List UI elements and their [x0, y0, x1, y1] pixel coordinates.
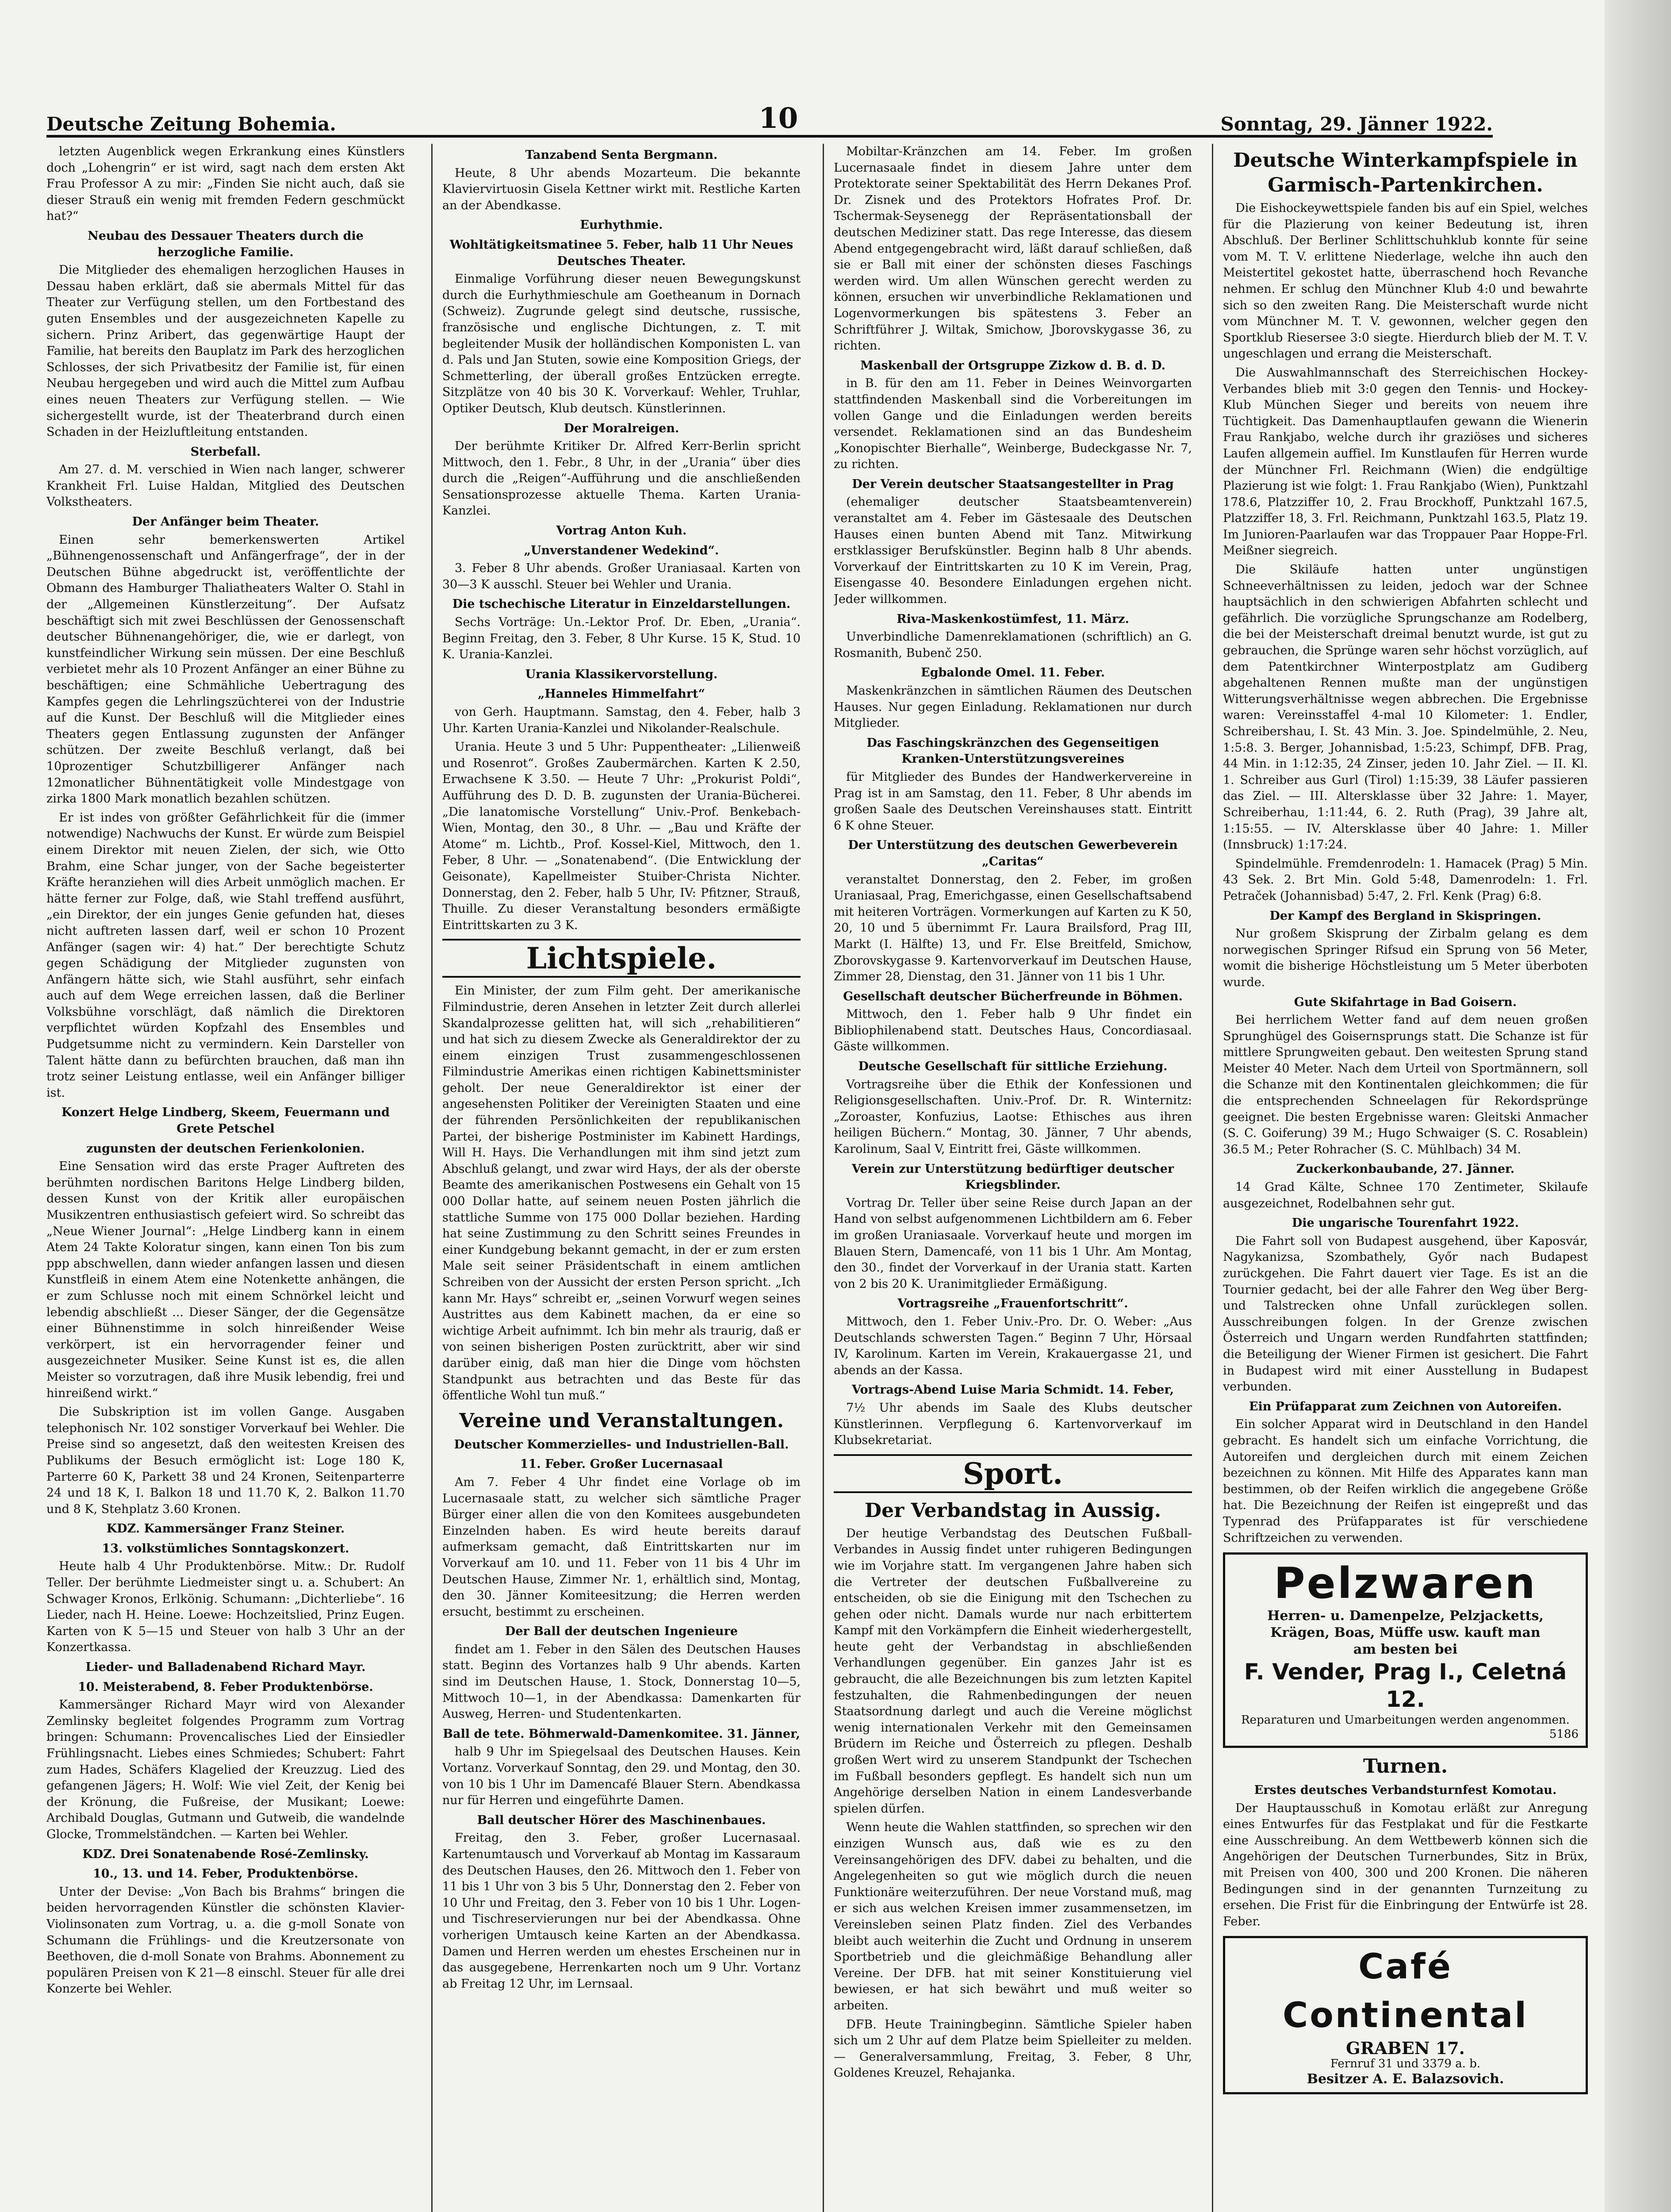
- article-headline: Konzert Helge Lindberg, Skeem, Feuermann und Grete Petschel: [61, 1106, 390, 1136]
- article-headline: Lieder- und Balladenabend Richard Mayr.: [85, 1660, 366, 1674]
- article-headline: Eurhythmie.: [580, 218, 663, 232]
- article-text: halb 9 Uhr im Spiegelsaal des Deutschen Hauses. Kein Vortanz. Vorverkauf Sonntag, den 29. und Montag, den 30. von 10 bis 1 Uhr im Damencafé Blauer Stern. Abendkassa nur für Herren und eingeführte Damen.: [442, 1745, 801, 1808]
- article-headline: Verein zur Unterstützung bedürftiger deutscher Kriegsblinder.: [851, 1162, 1174, 1192]
- advertisement-cafe-continental: [1223, 1936, 1588, 2094]
- article-headline: Egbalonde Omel. 11. Feber.: [921, 666, 1105, 680]
- article-headline: Gesellschaft deutscher Bücherfreunde in Böhmen.: [843, 989, 1183, 1003]
- ad-line: Reparaturen und Umarbeitungen werden angenommen.: [1241, 1713, 1570, 1727]
- column-divider: [1212, 144, 1213, 2212]
- article-text: Vortragsreihe über die Ethik der Konfessionen und Religionsgesellschaften. Univ.-Prof. Dr. R. Winternitz: „Zoroaster, Konfuzius, Laotse: Ethisches aus ihren heiligen Büchern.“ Montag, 30. Jänner, 7 Uhr abends, Karolinum, Saal V, Eintritt frei, Gäste willkommen.: [834, 1077, 1192, 1156]
- article-subheadline: 10., 13. und 14. Feber, Produktenbörse.: [93, 1867, 358, 1881]
- column-divider: [431, 144, 433, 2212]
- article-text: Bei herrlichem Wetter fand auf dem neuen großen Sprunghügel des Goisernsprungs statt. Die Schanze ist für mittlere Sprungweiten gebaut. Den weitesten Sprung stand Meister 40 Meter. Nach dem Urteil von Sportmännern, soll die Schanze mit den Kontinentalen gleichkommen; die für die entsprechenden Schneelagen für Rekordsprünge geeignet. Die besten Ergebnisse waren: Gleitski Anmacher (S. C. Goiferung) 39 M.; Hugo Schwaiger (S. C. Rosablein) 36.5 M.; Peter Rohracher (S. C. Mühlbach) 34 M.: [1223, 1013, 1588, 1156]
- article-text: Spindelmühle. Fremdenrodeln: 1. Hamacek (Prag) 5 Min. 43 Sek. 2. Brt Min. Gold 5:48, Damenrodeln: 1. Frl. Petraček (Johannisbad) 5:47, 2. Frl. Kenk (Prag) 6:8.: [1223, 856, 1588, 903]
- article-text: Der heutige Verbandstag des Deutschen Fußball-Verbandes in Aussig findet unter ruhigeren Bedingungen wie im Vorjahre statt. Im vergangenen Jahre haben sich die Vertreter der deutschen Fußballvereine zu entscheiden, ob sie die Einigung mit den Tschechen zu gehen oder nicht. Damals wurde nur nach erbittertem Kampf mit den Vorkämpfern die Einheit wiederhergestellt, heute geht der Verbandstag in abschließenden Verhandlungen gegenüber. Ein ganzes Jahr ist es gebraucht, die alle Bezeichnungen bis zum letzten Kapitel festzuhalten, die Rahmenbedingungen der neuen Staatsordnung darlegt und auch die Vereine möglichst wenig internationalen Verkehr mit den Gemeinsamen Brüdern im Reiche und Österreich zu pflegen. Deshalb großen Wert wird zu unserem Standpunkt der Tschechen im Fußball besonders gepflegt. Es handelt sich nun um Angehörige derselben Nation in einem Landesverbande spielen dürfen.: [834, 1526, 1192, 1816]
- column-2: [442, 144, 801, 2212]
- article-text: Heute, 8 Uhr abends Mozarteum. Die bekannte Klaviervirtuosin Gisela Kettner wirkt mit. Restliche Karten an der Abendkasse.: [442, 166, 801, 212]
- article-subheadline: Wohltätigkeitsmatinee 5. Feber, halb 11 Uhr Neues Deutsches Theater.: [449, 238, 793, 268]
- article-text: in B. für den am 11. Feber in Deines Weinvorgarten stattfindenden Maskenball sind die Vorbereitungen im vollen Gange und die Einladungen werden bereits versendet. Reklamationen sind an das Bundesheim „Konopischter Bierhalle“, Weinberge, Budeckgasse Nr. 7, zu richten.: [834, 376, 1192, 472]
- ad-brand: Pelzwaren: [1274, 1559, 1537, 1609]
- advertisement-pelzwaren: [1223, 1552, 1588, 1748]
- article-text: Einmalige Vorführung dieser neuen Bewegungskunst durch die Eurhythmieschule am Goetheanum in Dornach (Schweiz). Zugrunde gelegt sind deutsche, russische, französische und englische Dichtungen, z. T. mit begleitender Musik der holländischen Komponisten L. van d. Pals und Jan Stuten, sowie eine Komposition Griegs, der Schmetterling, der überall großes Entzücken erregte. Sitzplätze von 40 bis 30 K. Vorverkauf: Wehler, Truhlar, Optiker Deutsch, Klub deutsch. Künstlerinnen.: [442, 272, 801, 415]
- page-number: 10: [759, 102, 798, 135]
- article-text: Eine Sensation wird das erste Prager Auftreten des berühmten nordischen Baritons Helge Lindberg bilden, dessen Kunst von der Kritik aller europäischen Musikzentren enthusiastisch gefeiert wird. So schreibt das „Neue Wiener Journal“: „Helge Lindberg kann in einem Atem 24 Takte Koloratur singen, kann einen Ton bis zum ppp abschwellen, dann wieder anfangen lassen und diesen Kunstfleiß in einem Atem eine Notenkette anhängen, die er zum Schlusse noch mit einem Schnörkel leicht und lebendig abschließt ... Dieser Sänger, der die Gegensätze einer Bühnenstimme in solch hinreißender Weise verkörpert, ist ein hervorragender feiner und ausgezeichneter Musiker. Seine Kunst ist es, die allen Meister so vorzutragen, daß ihre Musik lebendig, frei und hinreißend wirkt.“: [46, 1160, 405, 1400]
- article-text: Ein Minister, der zum Film geht. Der amerikanische Filmindustrie, deren Ansehen in letzter Zeit durch allerlei Skandalprozesse gelitten hat, will sich „rehabilitieren“ und hat sich zu diesem Zwecke als Generaldirektor der zu einem einzigen Trust zusammengeschlossenen Filmindustrie Amerikas einen richtigen Kabinettsminister geholt. Der neue Generaldirektor ist einer der angesehensten Politiker der Vereinigten Staaten und eine der führenden Persönlichkeiten der republikanischen Partei, der bisherige Postminister im Kabinett Hardings, Will H. Hays. Die Verhandlungen mit ihm sind jetzt zum Abschluß gelangt, und zwar wird Hays, der als der oberste Beamte des amerikanischen Postwesens ein Gehalt von 15 000 Dollar hatte, auf seinem neuen Posten jährlich die stattliche Summe von 175 000 Dollar beziehen. Harding hat seine Zustimmung zu den Schritt seines Freundes in einer Kundgebung bekannt gemacht, in der er zum ersten Male seit seiner Präsidentschaft in einem amtlichen Schreiben von der Aussicht der ersten Person spricht. „Ich kann Mr. Hays“ schreibt er, „seinen Vorwurf wegen seines Austrittes aus dem Kabinett machen, da er eine so wichtige Arbeit aufnimmt. Ich bin mehr als traurig, daß er von seinen bisherigen Posten zurücktritt, aber wir sind darüber einig, daß man hier die Dinge vom höchsten Standpunkt aus betrachten und das Beste für das öffentliche Wohl tun muß.“: [442, 984, 801, 1403]
- article-text: Nur großem Skisprung der Zirbalm gelang es dem norwegischen Springer Rifsud ein Sprung von 56 Meter, womit die bisherige Höchstleistung um 5 Meter überboten wurde.: [1223, 927, 1588, 989]
- article-text: 7½ Uhr abends im Saale des Klubs deutscher Künstlerinnen. Verpflegung 6. Kartenvorverkauf im Klubsekretariat.: [834, 1401, 1192, 1448]
- section-title: Sport.: [834, 1454, 1192, 1493]
- article-headline: Riva-Maskenkostümfest, 11. März.: [897, 612, 1129, 626]
- issue-date: Sonntag, 29. Jänner 1922.: [1220, 113, 1493, 135]
- article-headline: Gute Skifahrtage in Bad Goisern.: [1294, 995, 1517, 1009]
- header-rule: [46, 135, 1493, 138]
- article-text: Die Eishockeywettspiele fanden bis auf ein Spiel, welches für die Plazierung von keiner Bedeutung ist, ihren Abschluß. Der Berliner Schlittschuhklub konnte für seine vom M. T. V. erlittene Niederlage, welche ihn auch den Meistertitel gekostet hatte, überraschend hoch Revanche nehmen. Er schlug den Münchner Klub 4:0 und bewahrte sich so den zweiten Rang. Die Meisterschaft wurde nicht vom Münchner M. T. V. gewonnen, welcher gegen den Sportklub Riesersee 3:0 siegte. Hierdurch blieb der M. T. V. ungeschlagen und errang die Meisterschaft.: [1223, 201, 1588, 361]
- article-text: Die Subskription ist im vollen Gange. Ausgaben telephonisch Nr. 102 sonstiger Vorverkauf bei Wehler. Die Preise sind so angesetzt, daß den weitesten Kreisen des Publikums der Besuch ermöglicht ist: Loge 180 K, Parterre 60 K, Parkett 38 und 24 Kronen, Seitenparterre 24 und 18 K, I. Balkon 18 und 11.70 K, 2. Balkon 11.70 und 8 K, Stehplatz 3.60 Kronen.: [46, 1405, 405, 1516]
- article-subheadline: zugunsten der deutschen Ferienkolonien.: [86, 1141, 365, 1156]
- article-headline: Vortragsreihe „Frauenfortschritt“.: [897, 1297, 1128, 1311]
- newspaper-name: Deutsche Zeitung Bohemia.: [46, 113, 336, 135]
- article-headline: Vortrag Anton Kuh.: [556, 524, 687, 538]
- article-headline: Die ungarische Tourenfahrt 1922.: [1292, 1216, 1519, 1230]
- article-text: Einen sehr bemerkenswerten Artikel „Bühnengenossenschaft und Anfängerfrage“, der in der Deutschen Bühne abgedruckt ist, veröffentlichte der Obmann des Hamburger Thaliatheaters Walter O. Stahl in der „Allgemeinen Künstlerzeitung“. Der Aufsatz beschäftigt sich mit zwei Beschlüssen der Genossenschaft deutscher Bühnenangehöriger, die, wie er darlegt, von kunstfeindlicher Wirkung sein müssen. Der eine Beschluß verbietet mehr als 10 Prozent Anfänger an einer Bühne zu beschäftigen; eine Schmähliche Uebertragung des Kampfes gegen die Lehrlingszüchterei von der Industrie auf die Kunst. Der Beschluß will die Mitglieder eines Theaters gegen Entlassung zugunsten der Anfänger schützen. Der zweite Beschluß verlangt, daß bei 10prozentiger Schutzbilligerer Anfänger nach 12monatlicher Bühnentätigkeit volle Mindestgage von zirka 1800 Mark monatlich bezahlen schützen.: [46, 533, 405, 806]
- article-text: Vortrag Dr. Teller über seine Reise durch Japan an der Hand von selbst aufgenommenen Lichtbildern am 6. Feber im großen Uraniasaale. Vorverkauf heute und morgen im Blauen Stern, Damencafé, von 11 bis 1 Uhr. Am Montag, den 30., findet der Vorverkauf in der Urania statt. Karten von 2 bis 20 K. Uranimitglieder Ermäßigung.: [834, 1196, 1192, 1291]
- section-title: Turnen.: [1363, 1755, 1448, 1778]
- ad-line: Krägen, Boas, Müffe usw. kauft man: [1270, 1625, 1541, 1641]
- article-headline: Der Unterstützung des deutschen Gewerbeverein „Caritas“: [848, 838, 1178, 868]
- article-text: Freitag, den 3. Feber, großer Lucernasaal. Kartenumtausch und Vorverkauf ab Montag im Kassaraum des Deutschen Hauses, den 26. Mittwoch den 1. Feber von 11 bis 1 Uhr von 3 bis 5 Uhr, Donnerstag den 2. Feber von 10 Uhr und Freitag, den 3. Feber von 10 bis 1 Uhr. Logen- und Tischreservierungen nur bei der Abendkassa. Ohne vorherigen Umtausch keine Karten an der Abendkassa. Damen und Herren werden um ehestes Erscheinen nur in das ausgegebene, Herrenkarten noch um 9 Uhr. Vortanz ab Freitag 12 Uhr, im Lernsaal.: [442, 1831, 801, 1991]
- article-text: Mobiltar-Kränzchen am 14. Feber. Im großen Lucernasaale findet in diesem Jahre unter dem Protektorate seiner Spektabilität des Herrn Dekanes Prof. Dr. Zisnek und des Protektors Hofrates Prof. Dr. Tschermak-Seysenegg der Repräsentationsball der deutschen Mediziner statt. Das rege Interesse, das diesem Abend entgegengebracht wird, läßt darauf schließen, daß sie er Ball mit einer der schönsten dieses Faschings werden wird. Um allen Wünschen gerecht werden zu können, ersuchen wir unverbindliche Reklamationen und Logenvormerkungen bis spätestens 3. Feber an Schriftführer J. Wiltak, Smichow, Jborovskygasse 36, zu richten.: [834, 145, 1192, 353]
- page-header: [46, 104, 1493, 135]
- article-text: letzten Augenblick wegen Erkrankung eines Künstlers doch „Lohengrin“ er ist wird, sagt nach dem ersten Akt Frau Professor A zu mir: „Finden Sie nicht auch, daß sie dieser Strauß ein wenig mit fremden Federn geschmückt hat?“: [46, 145, 405, 223]
- article-text: 3. Feber 8 Uhr abends. Großer Uraniasaal. Karten von 30—3 K ausschl. Steuer bei Wehler und Urania.: [442, 561, 801, 591]
- section-title: Deutsche Winterkampfspiele in Garmisch-Partenkirchen.: [1233, 149, 1578, 196]
- article-text: Die Skiläufe hatten unter ungünstigen Schneeverhältnissen zu leiden, jedoch war der Schnee hauptsächlich in den schwierigen Abfahrten schlecht und gefährlich. Die vorzügliche Sprungschanze am Rodelberg, die bei der Meisterschaft dreimal benutzt wurde, ist gut zu gebrauchen, die Sprünge waren sehr höchst vorzüglich, auf dem Patentkirchner Winterpostplatz am Gudiberg abgehaltenen Rennen mußte man der ungünstigen Witterungsverhältnisse wegen abbrechen. Die Ergebnisse waren: Vereinsstaffel 4-mal 10 Kilometer: 1. Endler, Schreibershau, I. St. 43 Min. 3. Joe. Spindelmühle, 2. Neu, 1:5:8. 3. Berger, Johannisbad, 1:5:23, Schimpf, DFB. Prag, 44 Min. in 1:12:35, 24 Zinser, jeden 10. Jahr Ziel. — II. Kl. 1. Schreiber aus Gurl (Tirol) 1:15:39, 38 Läufer passieren das Ziel. — III. Altersklasse über 32 Jahre: 1. Mayer, Schreiberhau, 1:11:44, 6. 2. Ruth (Prag), 39 Jahre alt, 1:15:55. — IV. Altersklasse über 40 Jahre: 1. Miller (Innsbruck) 1:17:24.: [1223, 563, 1588, 852]
- article-text: Er ist indes von größter Gefährlichkeit für die (immer notwendige) Nachwuchs der Kunst. Er würde zum Beispiel einem Direktor mit neuen Zielen, der sich, wie Otto Brahm, eine Schar junger, von der Sache begeisterter Kräfte heranziehen will dies Arbeit unmöglich machen. Er hätte ferner zur Folge, daß, wie Stahl treffend ausführt, „ein Direktor, der ein junges Genie gefunden hat, dieses nicht auftreten lassen darf, weil er schon 10 Prozent Anfänger (sagen wir: 4) hat.“ Der berechtigte Schutz gegen Schädigung der Mitglieder zugunsten von Anfängern hätte sich, wie Stahl ausführt, sehr einfach auch auf dem Wege erreichen lassen, daß die Berliner Volksbühne vorschlägt, daß nämlich die Direktoren verpflichtet würden Kopfzahl des Ensembles und Pudgetsumme nicht zu vermindern. Kein Darsteller von Talent hätte dann zu befürchten brauchen, daß man ihn trotz seiner Leistung entlasse, weil ein Anfänger billiger ist.: [46, 810, 405, 1100]
- article-headline: Der Verein deutscher Staatsangestellter in Prag: [852, 477, 1174, 491]
- article-headline: KDZ. Kammersänger Franz Steiner.: [106, 1522, 345, 1536]
- article-text: DFB. Heute Trainingbeginn. Sämtliche Spieler haben sich um 2 Uhr auf dem Platze beim Spielleiter zu melden. — Generalversammlung, Freitag, 3. Feber, 8 Uhr, Goldenes Kreuzel, Rehajanka.: [834, 2017, 1192, 2080]
- article-text: Mittwoch, den 1. Feber halb 9 Uhr findet ein Bibliophilenabend statt. Deutsches Haus, Concordiasaal. Gäste willkommen.: [834, 1007, 1192, 1054]
- article-text: findet am 1. Feber in den Sälen des Deutschen Hauses statt. Beginn des Vortanzes halb 9 Uhr abends. Karten sind im Deutschen Hause, 1. Stock, Donnerstag 10—5, Mittwoch 10—1, in der Abendkassa: Damenkarten für Ausweg, Herren- und Studentenkarten.: [442, 1642, 801, 1721]
- ad-address: F. Vender, Prag I., Celetná 12.: [1244, 1659, 1567, 1713]
- article-text: von Gerh. Hauptmann. Samstag, den 4. Feber, halb 3 Uhr. Karten Urania-Kanzlei und Nikolander-Realschule.: [442, 705, 801, 735]
- article-headline: KDZ. Drei Sonatenabende Rosé-Zemlinsky.: [82, 1847, 369, 1861]
- ad-line: GRABEN 17.: [1346, 2038, 1465, 2058]
- article-headline: Ball deutscher Hörer des Maschinenbaues.: [477, 1813, 766, 1827]
- article-text: Maskenkränzchen in sämtlichen Räumen des Deutschen Hauses. Nur gegen Einladung. Reklamationen nur durch Mitglieder.: [834, 684, 1192, 730]
- article-headline: Maskenball der Ortsgruppe Zizkow d. B. d. D.: [860, 358, 1166, 373]
- article-text: für Mitglieder des Bundes der Handwerkervereine in Prag ist in am Samstag, den 11. Feber, 8 Uhr abends im großen Saale des Deutschen Vereinshauses statt. Eintritt 6 K ohne Steuer.: [834, 770, 1192, 833]
- section-title: Lichtspiele.: [442, 939, 801, 978]
- ad-line: Besitzer A. E. Balazsovich.: [1307, 2071, 1504, 2087]
- article-text: Kammersänger Richard Mayr wird von Alexander Zemlinsky begleitet folgendes Programm zum Vortrag bringen: Schumann: Provencalisches Lied der Einsiedler Frühlingsnacht. Liebes eines Schmiedes; Schubert: Fahrt zum Hades, Schäfers Klagelied der Kreuzzug. Lied des gefangenen Jägers; H. Wolf: Wie viel Zeit, der Kenig bei der Krönung, die Fußreise, der Musikant; Loewe: Archibald Douglas, Gutmann und Gutweib, die wandelnde Glocke, Trommelständchen. — Karten bei Wehler.: [46, 1698, 405, 1841]
- article-text: 14 Grad Kälte, Schnee 170 Zentimeter, Skilaufe ausgezeichnet, Rodelbahnen sehr gut.: [1223, 1180, 1588, 1210]
- article-text: Unverbindliche Damenreklamationen (schriftlich) an G. Rosmanith, Bubenč 250.: [834, 630, 1192, 660]
- article-headline: Sterbefall.: [190, 445, 261, 459]
- column-divider: [823, 144, 824, 2212]
- article-text: Ein solcher Apparat wird in Deutschland in den Handel gebracht. Es handelt sich um einfache Vorrichtung, die Autoreifen und dergleichen durch mit einem Zeichen bezeichnen zu können. Mit Hilfe des Apparates kann man bestimmen, ob der Reifen wirklich die angegebene Größe hat. Die Bezeichnung der Reifen ist eingepreßt und das Typenrad des Prüfapparates ist für verschiedene Schriftzeichen zu verwenden.: [1223, 1417, 1588, 1545]
- article-subheadline: 13. volkstümliches Sonntagskonzert.: [102, 1541, 349, 1555]
- article-headline: Die tschechische Literatur in Einzeldarstellungen.: [452, 597, 791, 611]
- ad-line: am besten bei: [1353, 1642, 1458, 1658]
- article-text: Die Auswahlmannschaft des Sterreichischen Hockey-Verbandes blieb mit 3:0 gegen den Tennis- und Hockey-Klub München Sieger und bereits von neuem ihre Tüchtigkeit. Das Damenhauptlaufen gewann die Wienerin Frau Rankjabo, welche durch ihr graziöses und sicheres Laufen allgemein auffiel. Im Kunstlaufen für Herren wurde der Münchner Frl. Reichmann (Wien) die endgültige Plazierung ist wie folgt: 1. Frau Rankjabo (Wien), Punktzahl 178.6, Platzziffer 10, 2. Frau Brockhoff, Punktzahl 167.5, Platzziffer 18, 3. Frl. Reichmann, Punktzahl 163.5, Platz 19. Im Junioren-Paarlaufen war das Troppauer Paar Hoppe-Frl. Meißner siegreich.: [1223, 365, 1588, 558]
- article-headline: Zuckerkonbaubande, 27. Jänner.: [1296, 1162, 1515, 1176]
- article-text: veranstaltet Donnerstag, den 2. Feber, im großen Uraniasaal, Prag, Emerichgasse, einen Gesellschaftsabend mit heiteren Vorträgen. Vormerkungen auf Karten zu K 50, 20, 10 und 5 übernimmt Fr. Laura Brailsford, Prag III, Markt (I. Hälfte) 13, und Fr. Else Breitfeld, Smichow, Zborovskygasse 9. Kartenvorverkauf im Deutschen Hause, Zimmer 28, Dienstag, den 31. Jänner von 11 bis 1 Uhr.: [834, 872, 1192, 984]
- article-headline: Deutsche Gesellschaft für sittliche Erziehung.: [858, 1060, 1168, 1074]
- article-headline: Ball de tete. Böhmerwald-Damenkomitee. 31. Jänner,: [443, 1727, 800, 1741]
- ad-line: Herren- u. Damenpelze, Pelzjacketts,: [1267, 1608, 1544, 1624]
- article-text: Mittwoch, den 1. Feber Univ.-Pro. Dr. O. Weber: „Aus Deutschlands schwersten Tagen.“ Beginn 7 Uhr, Hörsaal IV, Karolinum. Karten im Verein, Krakauergasse 21, und abends an der Kassa.: [834, 1314, 1192, 1377]
- article-headline: Ein Prüfapparat zum Zeichnen von Autoreifen.: [1249, 1399, 1562, 1413]
- article-text: Die Mitglieder des ehemaligen herzoglichen Hauses in Dessau haben erklärt, daß sie abermals Mittel für das Theater zur Verfügung stellen, um den Fortbestand des guten Ensembles und der ausgezeichneten Kapelle zu sichern. Prinz Aribert, das gegenwärtige Haupt der Familie, hat bereits den Bauplatz im Park des herzoglichen Schlosses, der sich Privatbesitz der Familie ist, für einen Neubau hergegeben und wird auch die Mittel zum Aufbau eines neuen Theaters zur Verfügung stellen. — Wie sichergestellt wurde, ist der Theaterbrand durch einen Schaden in der Heizluftleitung entstanden.: [46, 263, 405, 439]
- article-text: Heute halb 4 Uhr Produktenbörse. Mitw.: Dr. Rudolf Teller. Der berühmte Liedmeister singt u. a. Schubert: An Schwager Kronos, Erlkönig. Schumann: „Dichterliebe“. 16 Lieder, nach H. Heine. Loewe: Hochzeitslied, Prinz Eugen. Karten von K 5—15 und Steuer von halb 3 Uhr an der Konzertkassa.: [46, 1559, 405, 1655]
- article-subheadline: 11. Feber. Großer Lucernasaal: [520, 1457, 723, 1471]
- ad-code: 5186: [1549, 1728, 1579, 1741]
- article-headline: Der Verbandstag in Aussig.: [864, 1499, 1161, 1522]
- article-headline: Vortrags-Abend Luise Maria Schmidt. 14. Feber,: [851, 1383, 1174, 1397]
- article-text: Unter der Devise: „Von Bach bis Brahms“ bringen die beiden hervorragenden Künstler die schönsten Klavier-Violinsonaten zum Vortrag, u. a. die g-moll Sonate von Schumann die Frühlings- und die Kreutzersonate von Beethoven, die d-moll Sonate von Brahms. Abonnement zu populären Preisen von K 21—8 einschl. Steuer für alle drei Konzerte bei Wehler.: [46, 1885, 405, 1996]
- article-subheadline: 10. Meisterabend, 8. Feber Produktenbörse.: [78, 1680, 373, 1694]
- article-text: Die Fahrt soll von Budapest ausgehend, über Kaposvár, Nagykanizsa, Szombathely, Győr nach Budapest zurückgehen. Die Fahrt dauert vier Tage. Es ist an die Tournier gedacht, bei der alle Fahrer den Weg über Berg- und Talstrecken ohne Unfall zurücklegen sollen. Ausschreibungen folgen. In der Grenze zwischen Österreich und Ungarn werden Rundfahrten stattfinden; die Beteiligung der Wiener Firmen ist gesichert. Die Fahrt in Budapest wird mit einer Ausstellung in Budapest verbunden.: [1223, 1234, 1588, 1394]
- article-headline: Der Moralreigen.: [563, 421, 679, 435]
- page-edge: [1605, 0, 1671, 2212]
- article-headline: Neubau des Dessauer Theaters durch die herzogliche Familie.: [88, 229, 364, 259]
- article-headline: Der Kampf des Bergland in Skispringen.: [1269, 909, 1541, 923]
- ad-line: Fernruf 31 und 3379 a. b.: [1330, 2057, 1481, 2071]
- article-subheadline: „Unverstandener Wedekind“.: [524, 543, 719, 557]
- article-text: Der berühmte Kritiker Dr. Alfred Kerr-Berlin spricht Mittwoch, den 1. Febr., 8 Uhr, in der „Urania“ über dies durch die „Reigen“-Aufführung und die anschließenden Sensationsprozesse aktuelle Thema. Karten Urania-Kanzlei.: [442, 439, 801, 518]
- article-headline: Tanzabend Senta Bergmann.: [525, 148, 718, 162]
- article-text: Urania. Heute 3 und 5 Uhr: Puppentheater: „Lilienweiß und Rosenrot“. Großes Zaubermärchen. Karten K 2.50, Erwachsene K 3.50. — Heute 7 Uhr: „Prokurist Poldi“, Aufführung des D. D. B. zugunsten der Urania-Bücherei. „Die lanatomische Vorstellung“ Univ.-Prof. Benkebach-Wien, Montag, den 30., 8 Uhr. — „Bau und Kräfte der Atome“ m. Lichtb., Prof. Kossel-Kiel, Mittwoch, den 1. Feber, 8 Uhr. — „Sonatenabend“. (Die Entwicklung der Geisonate), Kapellmeister Stuiber-Christa Nichter. Donnerstag, den 2. Feber, halb 5 Uhr, IV: Pfitzner, Strauß, Thuille. Zu dieser Veranstaltung besonders ermäßigte Eintrittskarten zu 3 K.: [442, 740, 801, 932]
- article-text: Wenn heute die Wahlen stattfinden, so sprechen wir den einzigen Wunsch aus, daß wie es zu den Vereinsangehörigen des DFV. dabei zu behalten, und die Angelegenheiten so gut wie möglich durch die neuen Funktionäre weiterzuführen. Der neue Vorstand muß, mag er sich aus welchen Kreisen immer zusammensetzen, im Vereinsleben seinen Platz finden. Ziel des Verbandes bleibt auch weiterhin die Zucht und Ordnung in unserem Sportbetrieb und die gleichmäßige Behandlung aller Vereine. Der DFB. hat mit seiner Konstituierung viel bewiesen, er hat sich bewährt und muß weiter so arbeiten.: [834, 1820, 1192, 2012]
- article-text: (ehemaliger deutscher Staatsbeamtenverein) veranstaltet am 4. Feber im Gästesaale des Deutschen Hauses einen bunten Abend mit Tanz. Mitwirkung erstklassiger Berufskünstler. Beginn halb 8 Uhr abends. Vorverkauf der Eintrittskarten zu 10 K im Verein, Prag, Eisengasse 40. Besondere Einladungen ergehen nicht. Jeder willkommen.: [834, 495, 1192, 607]
- article-headline: Erstes deutsches Verbandsturnfest Komotau.: [1254, 1783, 1557, 1797]
- article-text: Sechs Vorträge: Un.-Lektor Prof. Dr. Eben, „Urania“. Beginn Freitag, den 3. Feber, 8 Uhr Kurse. 15 K, Stud. 10 K. Urania-Kanzlei.: [442, 615, 801, 662]
- article-headline: Der Anfänger beim Theater.: [132, 515, 319, 529]
- article-text: Am 7. Feber 4 Uhr findet eine Vorlage ob im Lucernasaale statt, zu welcher sich sämtliche Prager Bürger einer allen die von den Komitees ausgebundeten Einzelnden haben. Es wird heute bereits darauf aufmerksam gemacht, daß Eintrittskarten nur im Vorverkauf am 10. und 11. Feber von 11 bis 4 Uhr im Deutschen Hause, Zimmer Nr. 1, erhältlich sind, Montag, den 30. Jänner Komiteesitzung; die Herren werden ersucht, bestimmt zu erscheinen.: [442, 1475, 801, 1619]
- article-text: Der Hauptausschuß in Komotau erläßt zur Anregung eines Entwurfes für das Festplakat und für die Festkarte eine Ausschreibung. An dem Wettbewerb können sich die Angehörigen der Deutschen Turnerbundes, Sitz in Brüx, mit Preisen von 400, 300 und 200 Kronen. Die näheren Bedingungen sind in der genannten Turnzeitung zu ersehen. Die Frist für die Einbringung der Entwürfe ist 28. Feber.: [1223, 1801, 1588, 1928]
- ad-brand: Café Continental: [1283, 1947, 1528, 2036]
- column-1: [46, 144, 405, 2212]
- column-4: [1223, 144, 1588, 2212]
- article-headline: Urania Klassikervorstellung.: [525, 667, 718, 681]
- article-text: Am 27. d. M. verschied in Wien nach langer, schwerer Krankheit Frl. Luise Haldan, Mitglied des Deutschen Volkstheaters.: [46, 463, 405, 509]
- article-subheadline: „Hanneles Himmelfahrt“: [537, 687, 705, 701]
- article-headline: Der Ball der deutschen Ingenieure: [505, 1624, 738, 1639]
- article-headline: Deutscher Kommerzielles- und Industriellen-Ball.: [454, 1437, 789, 1452]
- article-headline: Das Faschingskränzchen des Gegenseitigen Kranken-Unterstützungsvereines: [866, 736, 1159, 766]
- column-3: [834, 144, 1192, 2212]
- section-title: Vereine und Veranstaltungen.: [459, 1409, 784, 1432]
